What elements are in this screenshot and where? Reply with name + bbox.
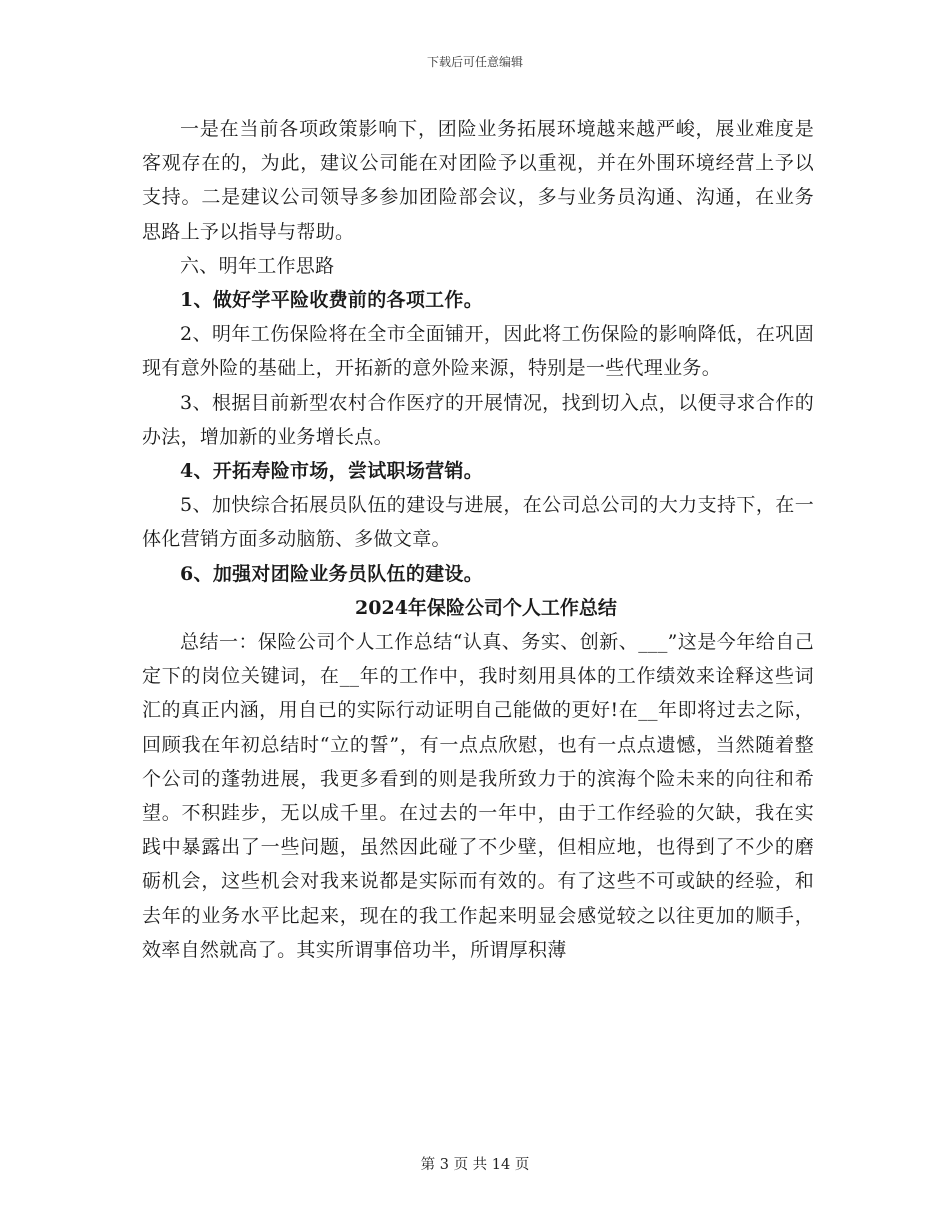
page-number: 第 3 页 共 14 页 [420,1157,530,1173]
document-title: 2024年保险公司个人工作总结 [355,596,617,619]
plan-item-5: 5、加快综合拓展员队伍的建设与进展，在公司总公司的大力支持下，在一体化营销方面多动脑筋、多做文章。 [142,494,814,551]
plan-item-3: 3、根据目前新型农村合作医疗的开展情况，找到切入点，以便寻求合作的办法，增加新的业务增长点。 [142,391,814,448]
plan-item-4: 4、开拓寿险市场，尝试职场营销。 [180,460,484,483]
plan-item-1: 1、做好学平险收费前的各项工作。 [180,289,484,312]
plan-item-6: 6、加强对团险业务员队伍的建设。 [180,562,484,585]
paragraph-summary: 总结一：保险公司个人工作总结“认真、务实、创新、___”这是今年给自己定下的岗位关键词，在__年的工作中，我时刻用具体的工作绩效来诠释这些词汇的真正内涵，用自已的实际行动证明自己能做的更好!在__年即将过去之际，回顾我在年初总结时“立的誓”，有一点点欣慰，也有一点点遗憾，当然随着整个公司的蓬勃进展，我更多看到的则是我所致力于的滨海个险未来的向往和希望。不积跬步，无以成千里。在过去的一年中，由于工作经验的欠缺，我在实践中暴露出了一些问题，虽然因此碰了不少壁，但相应地，也得到了不少的磨砺机会，这些机会对我来说都是实际而有效的。有了这些不可或缺的经验，和去年的业务水平比起来，现在的我工作起来明显会感觉较之以往更加的顺手，效率自然就高了。其实所谓事倍功半，所谓厚积薄 [142,631,814,961]
header-note: 下载后可任意编辑 [426,55,523,69]
plan-item-2: 2、明年工伤保险将在全市全面铺开，因此将工伤保险的影响降低，在巩固现有意外险的基础上，开拓新的意外险来源，特别是一些代理业务。 [142,323,814,380]
paragraph-suggestions: 一是在当前各项政策影响下，团险业务拓展环境越来越严峻，展业难度是客观存在的，为此，建议公司能在对团险予以重视，并在外围环境经营上予以支持。二是建议公司领导多参加团险部会议，多与业务员沟通、沟通，在业务思路上予以指导与帮助。 [142,118,814,243]
document-body [142,112,814,967]
section-heading-next-year: 六、明年工作思路 [180,254,335,277]
